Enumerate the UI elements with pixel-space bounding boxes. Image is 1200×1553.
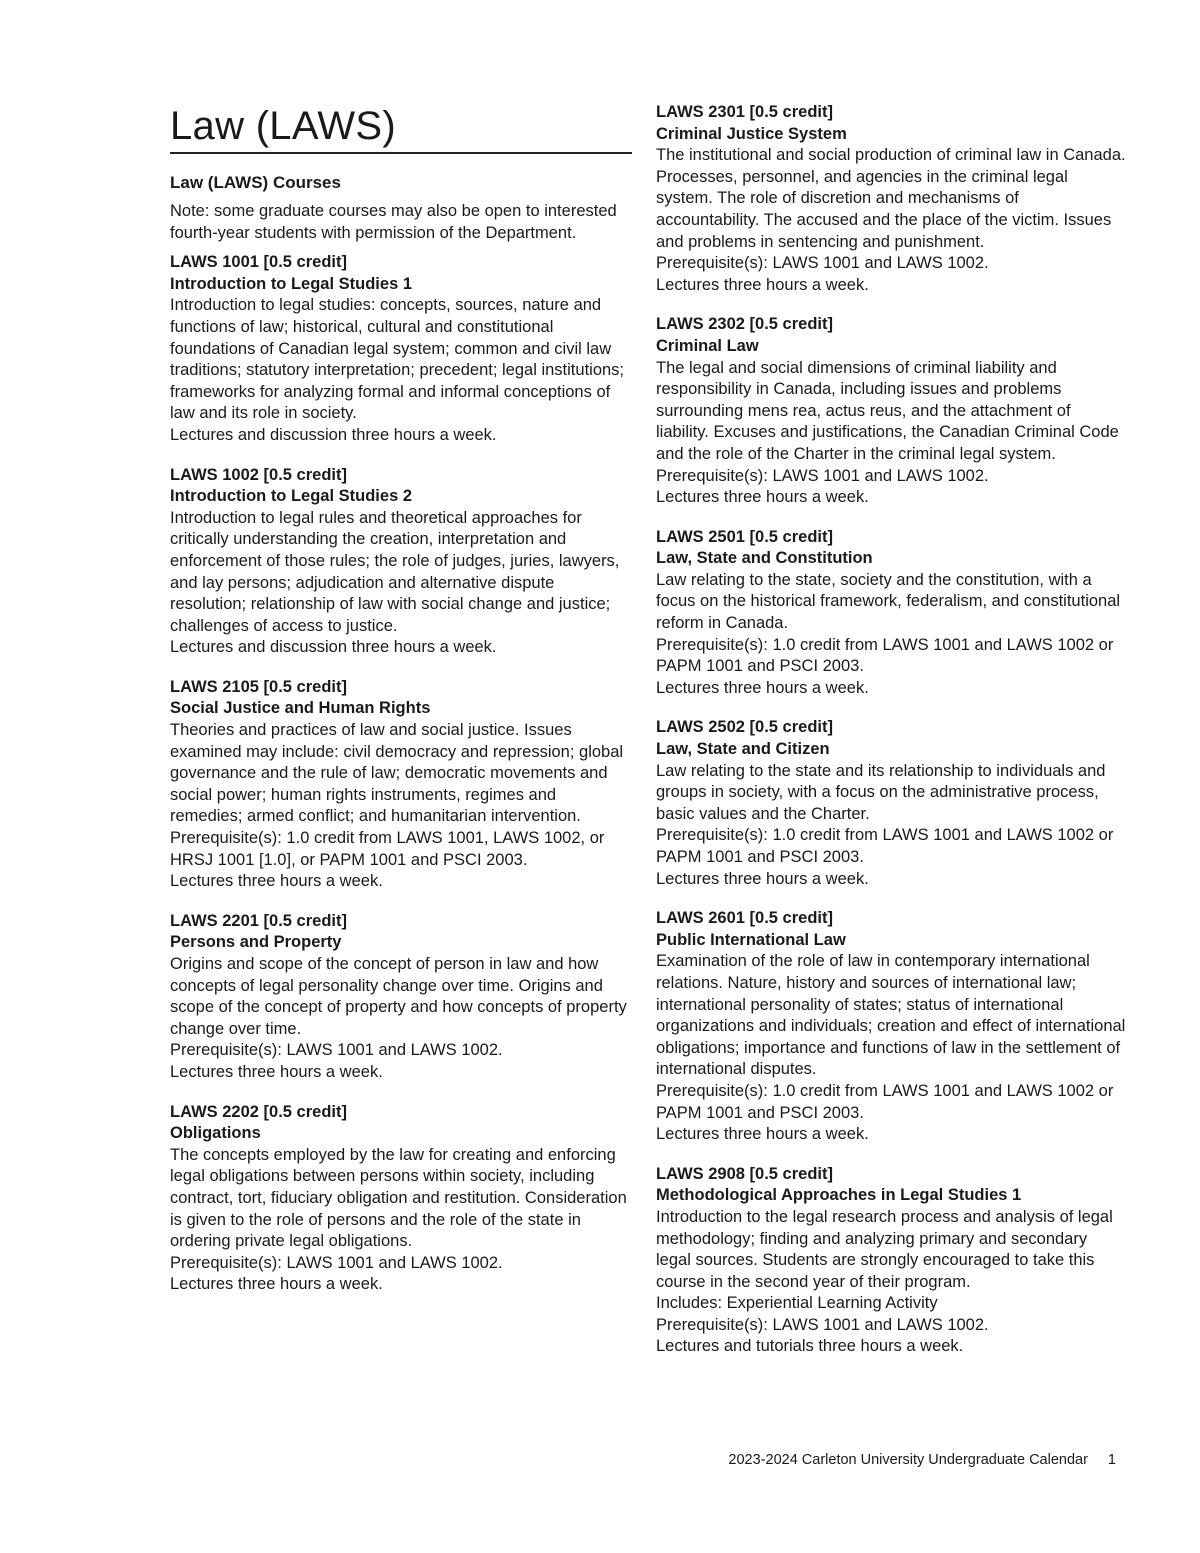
course-schedule: Lectures three hours a week. — [656, 869, 869, 888]
course-schedule: Lectures and discussion three hours a week. — [170, 638, 497, 657]
course-schedule: Lectures three hours a week. — [170, 1062, 383, 1081]
course-description: Introduction to the legal research process and analysis of legal methodology; finding and analyzing primary and secondary legal sources. Students are strongly encouraged to take this course in the second year of their program. — [656, 1207, 1113, 1291]
course-code: LAWS 2302 [0.5 credit] — [656, 315, 833, 334]
course-entry-laws-1002 — [170, 465, 632, 659]
right-column — [656, 102, 1126, 1376]
course-description: The institutional and social production of criminal law in Canada. Processes, personnel, and agencies in the criminal legal system. The role of discretion and mechanisms of accountability. The accused and the place of the victim. Issues and problems in sentencing and punishment. — [656, 146, 1126, 251]
course-schedule: Lectures three hours a week. — [656, 488, 869, 507]
course-entry-laws-2301 — [656, 102, 1126, 296]
course-prerequisite: Prerequisite(s): 1.0 credit from LAWS 1001 and LAWS 1002 or PAPM 1001 and PSCI 2003. — [656, 1081, 1114, 1122]
course-includes: Includes: Experiential Learning Activity — [656, 1294, 938, 1313]
course-title: Methodological Approaches in Legal Studies 1 — [656, 1186, 1022, 1205]
course-code: LAWS 2502 [0.5 credit] — [656, 718, 833, 737]
course-entry-laws-2908 — [656, 1164, 1126, 1358]
course-title: Criminal Justice System — [656, 124, 847, 143]
course-title: Criminal Law — [656, 336, 759, 355]
course-prerequisite: Prerequisite(s): LAWS 1001 and LAWS 1002. — [656, 254, 989, 273]
course-description: Law relating to the state and its relationship to individuals and groups in society, with a focus on the administrative process, basic values and the Charter. — [656, 761, 1106, 823]
course-description: The legal and social dimensions of criminal liability and responsibility in Canada, including issues and problems surrounding mens rea, actus reus, and the attachment of liability. Excuses and justifications, the Canadian Criminal Code and the role of the Charter in the criminal legal system. — [656, 358, 1119, 463]
course-title: Introduction to Legal Studies 2 — [170, 487, 413, 506]
course-entry-laws-2302 — [656, 314, 1126, 508]
course-schedule: Lectures three hours a week. — [656, 1125, 869, 1144]
course-entry-laws-2601 — [656, 908, 1126, 1146]
course-prerequisite: Prerequisite(s): LAWS 1001 and LAWS 1002. — [170, 1253, 503, 1272]
course-description: Introduction to legal rules and theoretical approaches for critically understanding the creation, interpretation and enforcement of those rules; the role of judges, juries, lawyers, and lay persons; adjudication and alternative dispute resolution; relationship of law with social change and justice; challenges of access to justice. — [170, 508, 620, 635]
page-title: Law (LAWS) — [170, 104, 397, 148]
course-entry-laws-2202 — [170, 1102, 632, 1296]
course-prerequisite: Prerequisite(s): LAWS 1001 and LAWS 1002. — [656, 466, 989, 485]
course-schedule: Lectures three hours a week. — [170, 872, 383, 891]
course-title: Obligations — [170, 1124, 261, 1143]
course-schedule: Lectures and discussion three hours a week. — [170, 425, 497, 444]
course-schedule: Lectures three hours a week. — [656, 678, 869, 697]
footer-text: 2023-2024 Carleton University Undergraduate Calendar — [728, 1452, 1088, 1468]
course-prerequisite: Prerequisite(s): LAWS 1001 and LAWS 1002. — [656, 1315, 989, 1334]
course-code: LAWS 2201 [0.5 credit] — [170, 911, 347, 930]
course-code: LAWS 2908 [0.5 credit] — [656, 1164, 833, 1183]
course-description: Introduction to legal studies: concepts, sources, nature and functions of law; historical, cultural and constitutional foundations of Canadian legal system; common and civil law traditions; statutory interpretation; precedent; legal institutions; frameworks for analyzing formal and informal conceptions of law and its role in society. — [170, 296, 624, 423]
course-title: Law, State and Citizen — [656, 740, 830, 759]
course-schedule: Lectures three hours a week. — [170, 1275, 383, 1294]
course-code: LAWS 2105 [0.5 credit] — [170, 677, 347, 696]
course-entry-laws-2105 — [170, 677, 632, 893]
title-divider — [170, 152, 632, 154]
course-schedule: Lectures and tutorials three hours a week. — [656, 1337, 964, 1356]
course-description: Theories and practices of law and social justice. Issues examined may include: civil democracy and repression; global governance and the rule of law; democratic movements and social power; human rights instruments, regimes and remedies; armed conflict; and humanitarian intervention. — [170, 721, 624, 826]
course-prerequisite: Prerequisite(s): 1.0 credit from LAWS 1001 and LAWS 1002 or PAPM 1001 and PSCI 2003. — [656, 826, 1114, 866]
course-description: Examination of the role of law in contemporary international relations. Nature, history and sources of international law; international personality of states; status of international organizations and individuals; creation and effect of international obligations; importance and functions of law in the settlement of international disputes. — [656, 952, 1126, 1079]
course-code: LAWS 1001 [0.5 credit] — [170, 253, 347, 272]
course-prerequisite: Prerequisite(s): 1.0 credit from LAWS 1001 and LAWS 1002 or PAPM 1001 and PSCI 2003. — [656, 635, 1114, 676]
course-code: LAWS 2301 [0.5 credit] — [656, 103, 833, 121]
note-text: Note: some graduate courses may also be open to interested fourth-year students with permission of the Department. — [170, 202, 617, 242]
course-schedule: Lectures three hours a week. — [656, 275, 869, 294]
course-description: The concepts employed by the law for creating and enforcing legal obligations between persons within society, including contract, tort, fiduciary obligation and restitution. Consideration is given to the role of persons and the role of the state in ordering private legal obligations. — [170, 1145, 627, 1251]
section-heading: Law (LAWS) Courses — [170, 173, 341, 192]
course-description: Origins and scope of the concept of person in law and how concepts of legal personality change over time. Origins and scope of the concept of property and how concepts of property change over time. — [170, 955, 627, 1038]
course-prerequisite: Prerequisite(s): LAWS 1001 and LAWS 1002. — [170, 1041, 503, 1060]
course-prerequisite: Prerequisite(s): 1.0 credit from LAWS 1001, LAWS 1002, or HRSJ 1001 [1.0], or PAPM 1001 and PSCI 2003. — [170, 829, 605, 869]
page-number: 1 — [1107, 1452, 1116, 1468]
course-code: LAWS 1002 [0.5 credit] — [170, 465, 347, 484]
course-title: Public International Law — [656, 930, 846, 949]
course-code: LAWS 2202 [0.5 credit] — [170, 1102, 347, 1121]
course-entry-laws-2502 — [656, 717, 1126, 890]
course-code: LAWS 2601 [0.5 credit] — [656, 909, 833, 928]
course-title: Introduction to Legal Studies 1 — [170, 274, 413, 293]
course-title: Persons and Property — [170, 933, 342, 952]
course-title: Law, State and Constitution — [656, 549, 873, 568]
course-code: LAWS 2501 [0.5 credit] — [656, 527, 833, 546]
course-description: Law relating to the state, society and the constitution, with a focus on the historical framework, federalism, and constitutional reform in Canada. — [656, 570, 1121, 633]
course-entry-laws-2501 — [656, 527, 1126, 700]
course-title: Social Justice and Human Rights — [170, 699, 431, 718]
course-entry-laws-1001 — [170, 252, 632, 446]
left-column — [170, 100, 632, 1314]
course-entry-laws-2201 — [170, 911, 632, 1084]
page-footer — [728, 1450, 1116, 1470]
